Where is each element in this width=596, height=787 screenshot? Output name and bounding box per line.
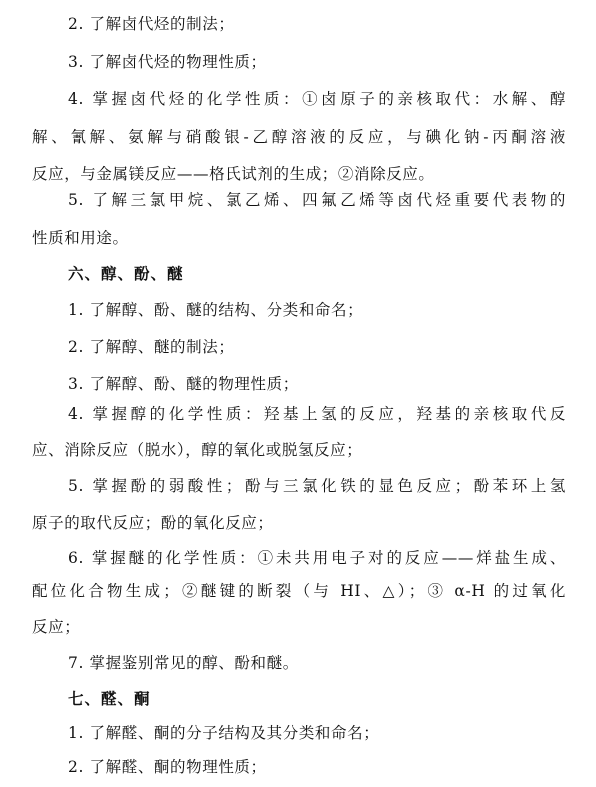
text-line: 4. 掌握卤代烃的化学性质：①卤原子的亲核取代：水解、醇 [68,90,566,108]
section-heading-seven: 七、醛、酮 [68,690,151,708]
text-line: 2. 了解醇、醚的制法； [68,338,235,356]
section-heading-six: 六、醇、酚、醚 [68,265,184,283]
text-line: 4. 掌握醇的化学性质：羟基上氢的反应，羟基的亲核取代反 [68,405,566,423]
text-line: 3. 了解醇、酚、醚的物理性质； [68,375,299,393]
text-line: 应、消除反应（脱水），醇的氧化或脱氢反应； [32,441,363,459]
text-line: 6. 掌握醚的化学性质：①未共用电子对的反应——烊盐生成、 [68,549,566,567]
text-line: 反应，与金属镁反应——格氏试剂的生成；②消除反应。 [32,165,435,183]
text-line: 性质和用途。 [32,229,129,247]
text-line: 配位化合物生成；②醚键的断裂（与 HI、△）；③ α-H 的过氧化 [32,582,566,600]
text-line: 原子的取代反应；酚的氧化反应； [32,514,274,532]
text-line: 3. 了解卤代烃的物理性质； [68,53,267,71]
text-line: 5. 了解三氯甲烷、氯乙烯、四氟乙烯等卤代烃重要代表物的 [68,191,566,209]
text-line: 2. 了解醛、酮的物理性质； [68,758,267,776]
text-line: 1. 了解醇、酚、醚的结构、分类和命名； [68,301,364,319]
text-line: 5. 掌握酚的弱酸性；酚与三氯化铁的显色反应；酚苯环上氢 [68,477,566,495]
text-line: 1. 了解醛、酮的分子结构及其分类和命名； [68,724,380,742]
text-line: 反应； [32,618,81,636]
text-line: 解、氰解、氨解与硝酸银-乙醇溶液的反应，与碘化钠-丙酮溶液 [32,128,566,146]
text-line: 7. 掌握鉴别常见的醇、酚和醚。 [68,654,299,672]
text-line: 2. 了解卤代烃的制法； [68,15,235,33]
